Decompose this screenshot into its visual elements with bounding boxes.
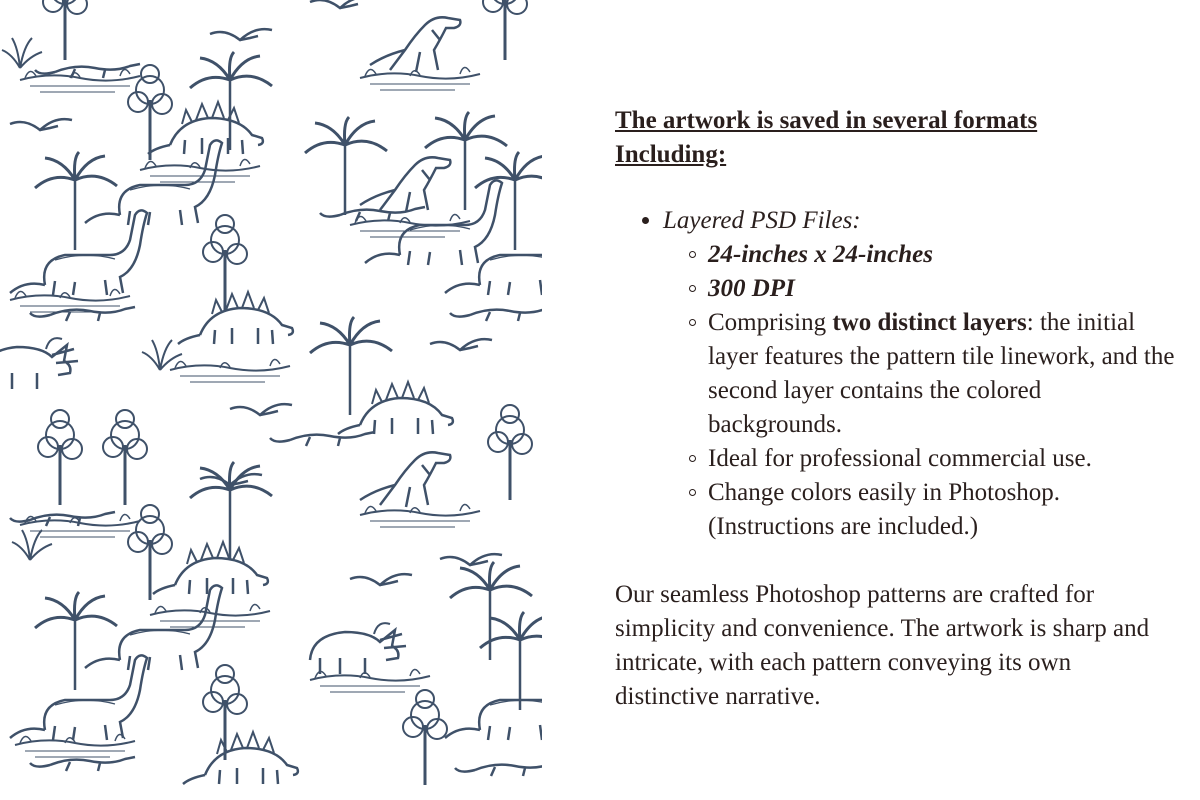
pattern-tile-row5 (10, 405, 532, 560)
description-paragraph: Our seamless Photoshop patterns are crafted for simplicity and convenience. The artwork is sharp and intricate, with each pattern conveying its own distinctive narrative. (615, 581, 1150, 710)
detail-layers-suffix: : the initial layer features the pattern tile linework, and the second layer contains the colored backgrounds. (708, 309, 1175, 438)
format-item-psd (615, 204, 1175, 544)
detail-layers-bold: two distinct layers (832, 309, 1027, 336)
pattern-tile-row6 (85, 462, 532, 692)
formats-heading (615, 104, 1175, 172)
format-title: Layered PSD Files: (663, 207, 861, 234)
formats-heading-line2: Including: (615, 141, 727, 168)
detail-dpi: 300 DPI (663, 272, 1175, 306)
pattern-tile-bottom (10, 592, 542, 785)
format-details-list (663, 238, 1175, 544)
detail-colors: Change colors easily in Photoshop. (Instructions are included.) (663, 476, 1175, 544)
description-panel (615, 104, 1175, 714)
formats-heading-line1: The artwork is saved in several formats (615, 107, 1038, 134)
dinosaur-toile-pattern-illustration (0, 0, 542, 800)
pattern-tile-row3 (10, 140, 542, 321)
detail-layers (663, 306, 1175, 442)
formats-list (615, 204, 1175, 544)
dinosaur-pattern-image (0, 0, 542, 800)
detail-layers-prefix: Comprising (708, 309, 833, 336)
detail-size: 24-inches x 24-inches (663, 238, 1175, 272)
detail-commercial: Ideal for professional commercial use. (663, 442, 1175, 476)
pattern-tile-top (2, 0, 527, 92)
